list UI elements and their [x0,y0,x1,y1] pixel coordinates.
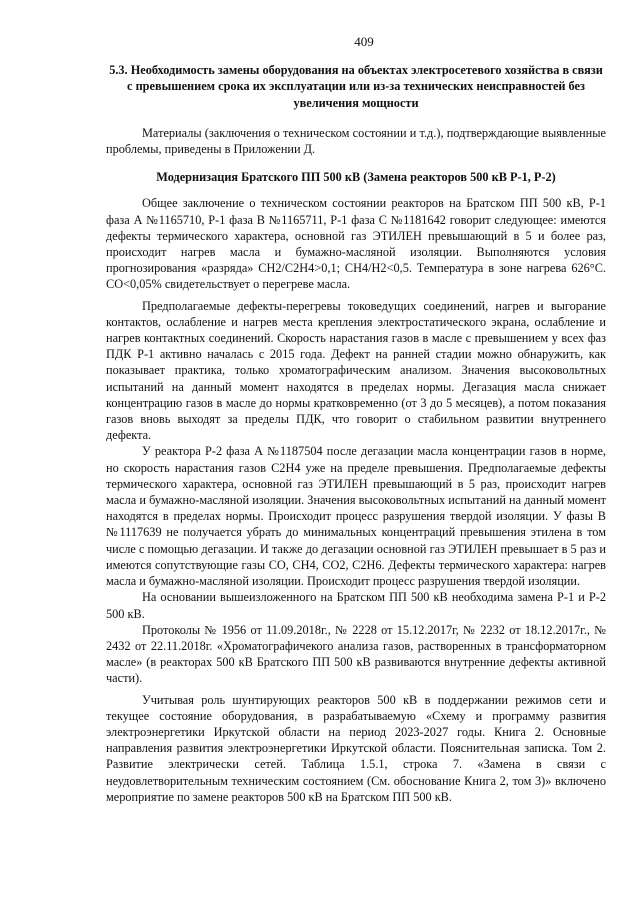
paragraph-reactor-r2: У реактора Р-2 фаза А №1187504 после дегазации масла концентрации газов в норме, но скорость нарастания газов С2Н4 уже на пределе превышения. Предполагаемые дефекты термического характера, основной газ ЭТИЛЕН превышающий в 5 раз, происходит нагрев масла и бумажно-масляной изоляции. Значения высоковольтных испытаний на данный момент находятся в пределах нормы. Происходит процесс разрушения твердой изоляции. У фазы В №1117639 не получается убрать до минимальных концентраций превышения этилена в том числе с помощью дегазации. И также до дегазации основной газ ЭТИЛЕН превышает в 5 раз и имеются сопутствующие газы СО, СН4, СО2, С2Н6. Дефекты термического характера: нагрев масла и бумажно-масляной изоляции. Происходит процесс разрушения твердой изоляции. [106,444,606,589]
subheading: Модернизация Братского ПП 500 кВ (Замена реакторов 500 кВ Р-1, Р-2) [156,170,556,185]
paragraph-protocols: Протоколы № 1956 от 11.09.2018г., № 2228 от 15.12.2017г, № 2232 от 18.12.2017г., № 2432 от 22.11.2018г. «Хроматографичекого анализа газов, растворенных в трансформаторном масле» (в реакторах 500 кВ Братского ПП 500 кВ развиваются внутренние дефекты активной части). [106,622,606,686]
paragraph-defects: Предполагаемые дефекты-перегревы токоведущих соединений, нагрев и выгорание контактов, ослабление и нагрев места крепления электростатического экрана, ослабление и нагрев контактных соединений. Скорость нарастания газов в масле с превышением у всех фаз ПДК Р-1 активно началась с 2015 года. Дефект на ранней стадии можно обнаружить, как показывает практика, только хроматографическим анализом. Значения высоковольтных испытаний на данный момент находятся в пределах нормы. Дегазация масла снижает концентрацию газов в масле до нормы кратковременно (от 3 до 5 месяцев), а потом показания газов вновь выходят за пределы ПДК, что говорит о стабильном развитии внутреннего дефекта. [106,298,606,443]
paragraph-conclusion: На основании вышеизложенного на Братском ПП 500 кВ необходима замена Р-1 и Р-2 500 кВ. [106,590,606,621]
page-number: 409 [354,34,374,49]
paragraph-program: Учитывая роль шунтирующих реакторов 500 кВ в поддержании режимов сети и текущее состояние оборудования, в разрабатываемую «Схему и программу развития электроэнергетики Иркутской области на период 2023-2027 годы. Книга 2. Основные направления развития электроэнергетики Иркутской области. Пояснительная записка. Том 2. Развитие электрически сетей. Таблица 1.5.1, строка 7. «Замена в связи с неудовлетворительным техническим состоянием (См. обоснование Книга 2, том 3)» включено мероприятие по замене реакторов 500 кВ на Братском ПП 500 кВ. [106,692,606,804]
paragraph-general-conclusion: Общее заключение о техническом состоянии реакторов на Братском ПП 500 кВ, Р-1 фаза А №1165710, Р-1 фаза В №1165711, Р-1 фаза С №1181642 говорит следующее: имеются дефекты термического характера, основной газ ЭТИЛЕН превышающий в 5 и более раз, происходит нагрев масла и бумажно-масляной изоляции. Выполняются условия прогнозирования «разряда» СН2/С2Н4>0,1; СН4/Н2<0,5. Температура в зоне нагрева 626°С. СО<0,05% свидетельствует о перегреве масла. [106,196,606,292]
document-page [106,34,606,805]
section-heading: 5.3. Необходимость замены оборудования на объектах электросетевого хозяйства в связи с превышением срока их эксплуатации или из-за технических неисправностей без увеличения мощности [109,63,603,110]
intro-paragraph: Материалы (заключения о техническом состоянии и т.д.), подтверждающие выявленные проблемы, приведены в Приложении Д. [106,125,606,157]
